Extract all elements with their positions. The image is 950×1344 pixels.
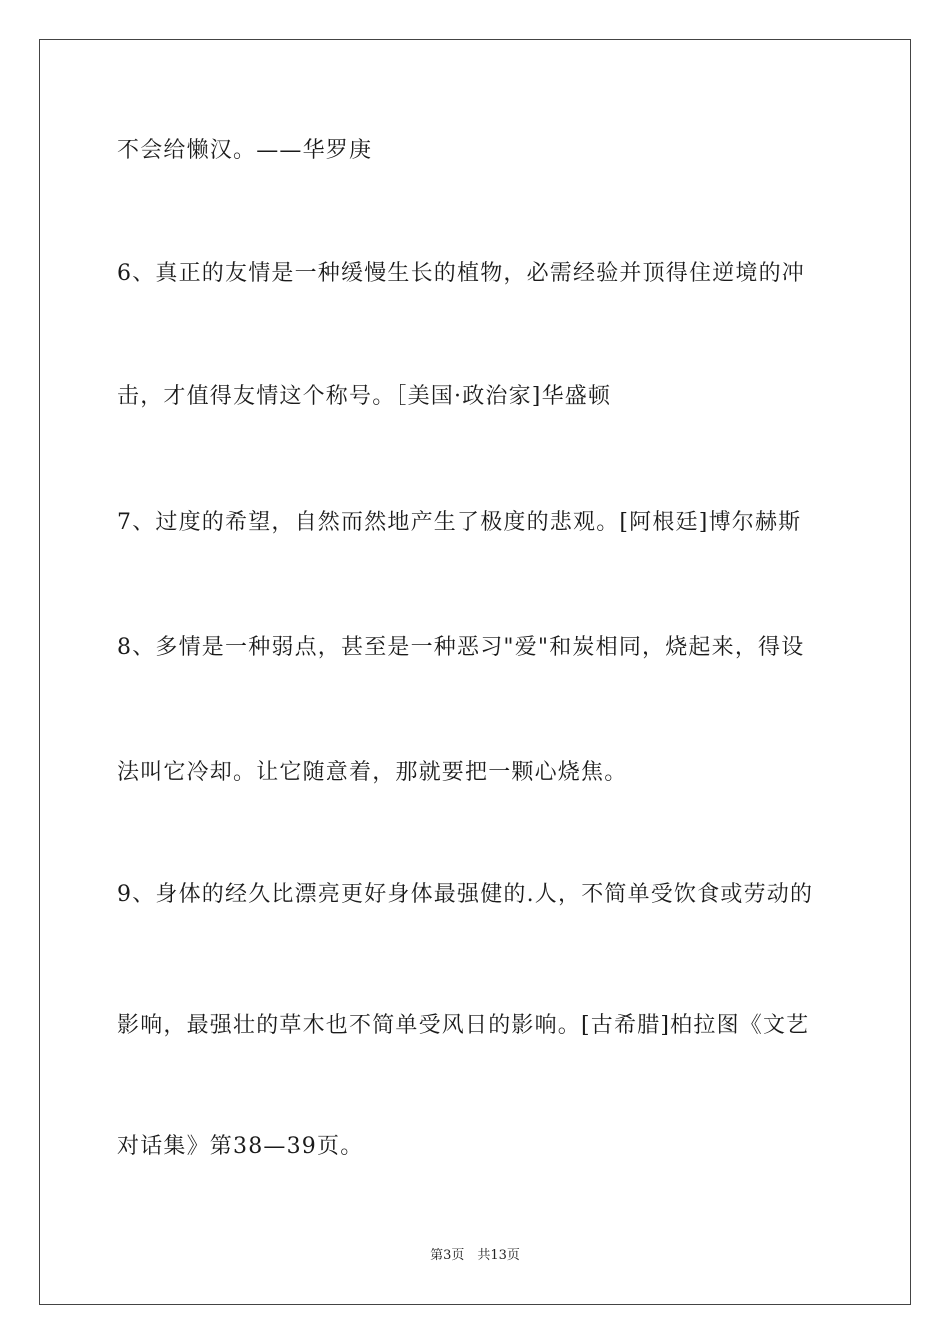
text-line-5: 8、多情是一种弱点，甚至是一种恶习"爱"和炭相同，烧起来，得设 — [117, 635, 805, 660]
text-line-8: 影响，最强壮的草木也不简单受风日的影响。[古希腊]柏拉图《文艺 — [117, 1013, 810, 1038]
text-line-3: 击，才值得友情这个称号。［美国·政治家]华盛顿 — [117, 384, 612, 409]
text-line-7: 9、身体的经久比漂亮更好身体最强健的.人，不简单受饮食或劳动的 — [117, 882, 814, 907]
text-line-6: 法叫它冷却。让它随意着，那就要把一颗心烧焦。 — [117, 760, 628, 785]
page-border — [39, 39, 911, 1305]
page-number: 第3页 共13页 — [430, 1248, 520, 1263]
text-line-9: 对话集》第38—39页。 — [117, 1134, 364, 1159]
text-line-4: 7、过度的希望，自然而然地产生了极度的悲观。[阿根廷]博尔赫斯 — [117, 510, 802, 535]
text-line-2: 6、真正的友情是一种缓慢生长的植物，必需经验并顶得住逆境的冲 — [117, 261, 805, 286]
text-line-1: 不会给懒汉。——华罗庚 — [117, 138, 373, 163]
